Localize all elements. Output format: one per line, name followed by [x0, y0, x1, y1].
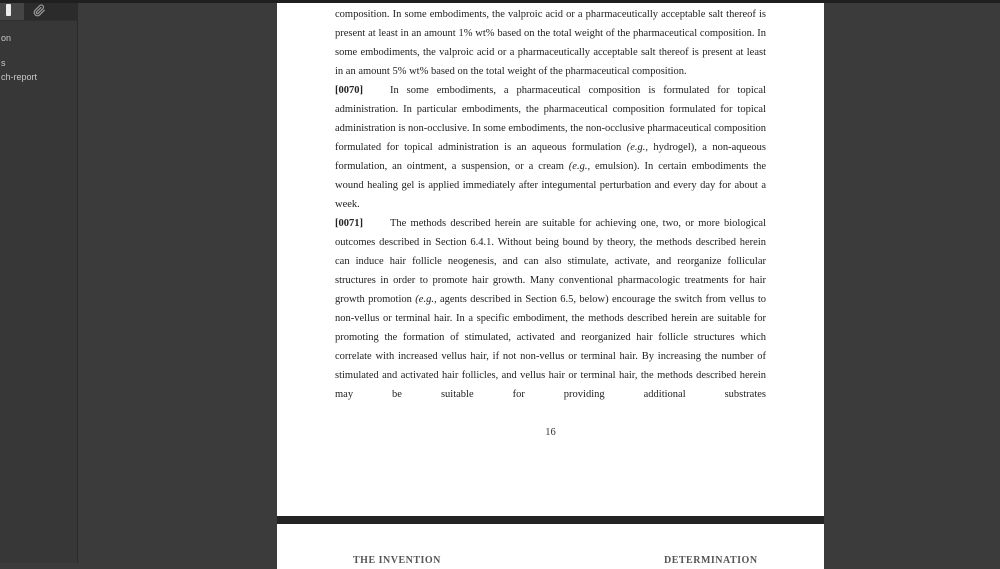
- sidebar-item[interactable]: on: [1, 33, 12, 43]
- paragraph-0070: [0070] In some embodiments, a pharmaceutical composition is formulated for topical administration. In particular embodiments, the pharmaceutical composition formulated for topical administration is non-occlusive. In some embodiments, the non-occlusive pharmaceutical composition formulated for topical administration is an aqueous formulation (e.g., hydrogel), a non-aqueous formulation, an ointment, a suspension, or a cream (e.g., emulsion). In certain embodiments the wound healing gel is applied immediately after integumental perturbation and every day for about a week.: [335, 81, 766, 214]
- document-icon: [4, 4, 11, 16]
- sidebar-item[interactable]: ch-report: [1, 72, 38, 82]
- document-page-16: [277, 3, 824, 516]
- paragraph-continuation: composition. In some embodiments, the valproic acid or a pharmaceutically acceptable salt thereof is present at least in an amount 1% wt% based on the total weight of the pharmaceutical composition. In some embodiments, the valproic acid or a pharmaceutically acceptable salt thereof is present at least in an amount 5% wt% based on the total weight of the pharmaceutical composition.: [335, 9, 766, 77]
- tab-attachments[interactable]: [24, 0, 54, 20]
- clipped-heading-left: THE INVENTION: [353, 555, 441, 566]
- window-top-edge: [0, 0, 1000, 3]
- paragraph-tag: [0070]: [335, 85, 363, 96]
- sidebar-item[interactable]: s: [1, 58, 6, 68]
- clipped-heading-right: DETERMINATION: [664, 555, 758, 566]
- page-gap: [277, 516, 824, 524]
- paragraph-0071: [0071] The methods described herein are suitable for achieving one, two, or more biological outcomes described in Section 6.4.1. Without being bound by theory, the methods described herein can induce hair follicle neogenesis, and can also stimulate, activate, and reorganize follicular structures in order to promote hair growth. Many conventional pharmacologic treatments for hair growth promotion (e.g., agents described in Section 6.5, below) encourage the switch from vellus to non-vellus or terminal hair. In a specific embodiment, the methods described herein are suitable for promoting the formation of stimulated, activated and reorganized hair follicle structures which correlate with increased vellus hair, if not non-vellus or terminal hair. By increasing the number of stimulated and activated hair follicles, and vellus hair or terminal hair, the methods described herein may be suitable for providing additional substrates: [335, 214, 766, 404]
- paragraph-tag: [0071]: [335, 218, 363, 229]
- tab-documents[interactable]: [0, 0, 24, 20]
- paperclip-icon: [33, 4, 46, 17]
- sidebar-tab-bar: [0, 0, 78, 21]
- page-number: 16: [545, 427, 556, 438]
- document-page-next: [277, 524, 824, 569]
- sidebar: [0, 0, 78, 563]
